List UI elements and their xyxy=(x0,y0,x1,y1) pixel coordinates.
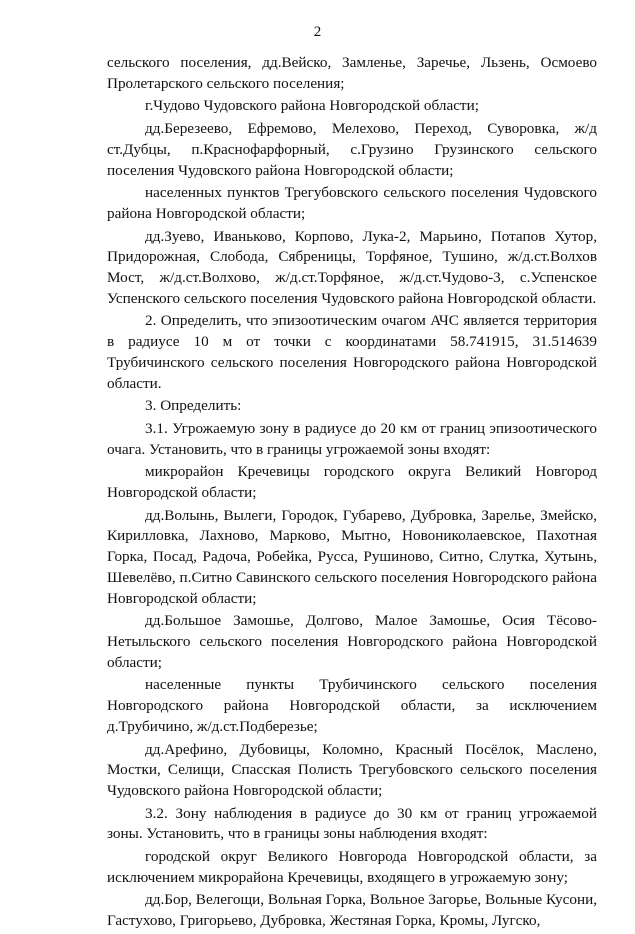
paragraph: дд.Зуево, Иваньково, Корпово, Лука-2, Марьино, Потапов Хутор, Придорожная, Слобода, Сябреницы, Торфяное, Тушино, ж/д.ст.Волхов Мост, ж/д.ст.Волхово, ж/д.ст.Торфяное, ж/д.ст.Чудово-3, с.Успенское Успенского сельского поселения Чудовского района Новгородской области. xyxy=(107,227,597,307)
paragraph: дд.Волынь, Вылеги, Городок, Губарево, Дубровка, Зарелье, Змейско, Кирилловка, Лахново, Марково, Мытно, Новониколаевское, Пахотная Горка, Посад, Радоча, Робейка, Русса, Рушиново, Ситно, Слутка, Хутынь, Шевелёво, п.Ситно Савинского сельского поселения Новгородского района Новгородской области; xyxy=(107,506,597,607)
paragraph: 3.2. Зону наблюдения в радиусе до 30 км от границ угрожаемой зоны. Установить, что в границы зоны наблюдения входят: xyxy=(107,804,597,843)
paragraph: дд.Большое Замошье, Долгово, Малое Замошье, Осия Тёсово-Нетыльского сельского поселения Новгородского района Новгородской области; xyxy=(107,612,597,671)
paragraph: городской округ Великого Новгорода Новгородской области, за исключением микрорайона Кречевицы, входящего в угрожаемую зону; xyxy=(107,848,597,886)
paragraph: населенных пунктов Трегубовского сельского поселения Чудовского района Новгородской области; xyxy=(107,184,597,222)
paragraph: 3.1. Угрожаемую зону в радиусе до 20 км от границ эпизоотического очага. Установить, что в границы угрожаемой зоны входят: xyxy=(107,419,597,458)
paragraph: дд.Березеево, Ефремово, Мелехово, Переход, Суворовка, ж/д ст.Дубцы, п.Краснофарфорный, с.Грузино Грузинского сельского поселения Чудовского района Новгородской области; xyxy=(107,120,597,179)
page-number: 2 xyxy=(313,24,322,40)
document-body xyxy=(107,53,597,934)
paragraph: 3. Определить: xyxy=(145,397,242,415)
paragraph: сельского поселения, дд.Вейско, Замленье, Заречье, Льзень, Осмоево Пролетарского сельского поселения; xyxy=(107,54,597,92)
paragraph: дд.Бор, Велегощи, Вольная Горка, Вольное Загорье, Вольные Кусони, Гастухово, Григорьево, Дубровка, Жестяная Горка, Кромы, Лугско, xyxy=(107,891,597,930)
paragraph: населенные пункты Трубичинского сельского поселения Новгородского района Новгородской области, за исключением д.Трубичино, ж/д.ст.Подберезье; xyxy=(107,676,597,735)
paragraph: г.Чудово Чудовского района Новгородской области; xyxy=(145,97,479,115)
paragraph: 2. Определить, что эпизоотическим очагом АЧС является территория в радиусе 10 м от точки с координатами 58.741915, 31.514639 Трубичинского сельского поселения Новгородского района Новгородской области. xyxy=(107,312,597,392)
paragraph: дд.Арефино, Дубовицы, Коломно, Красный Посёлок, Маслено, Мостки, Селищи, Спасская Полисть Трегубовского сельского поселения Чудовского района Новгородской области; xyxy=(107,740,597,799)
paragraph: микрорайон Кречевицы городского округа Великий Новгород Новгородской области; xyxy=(107,463,597,502)
